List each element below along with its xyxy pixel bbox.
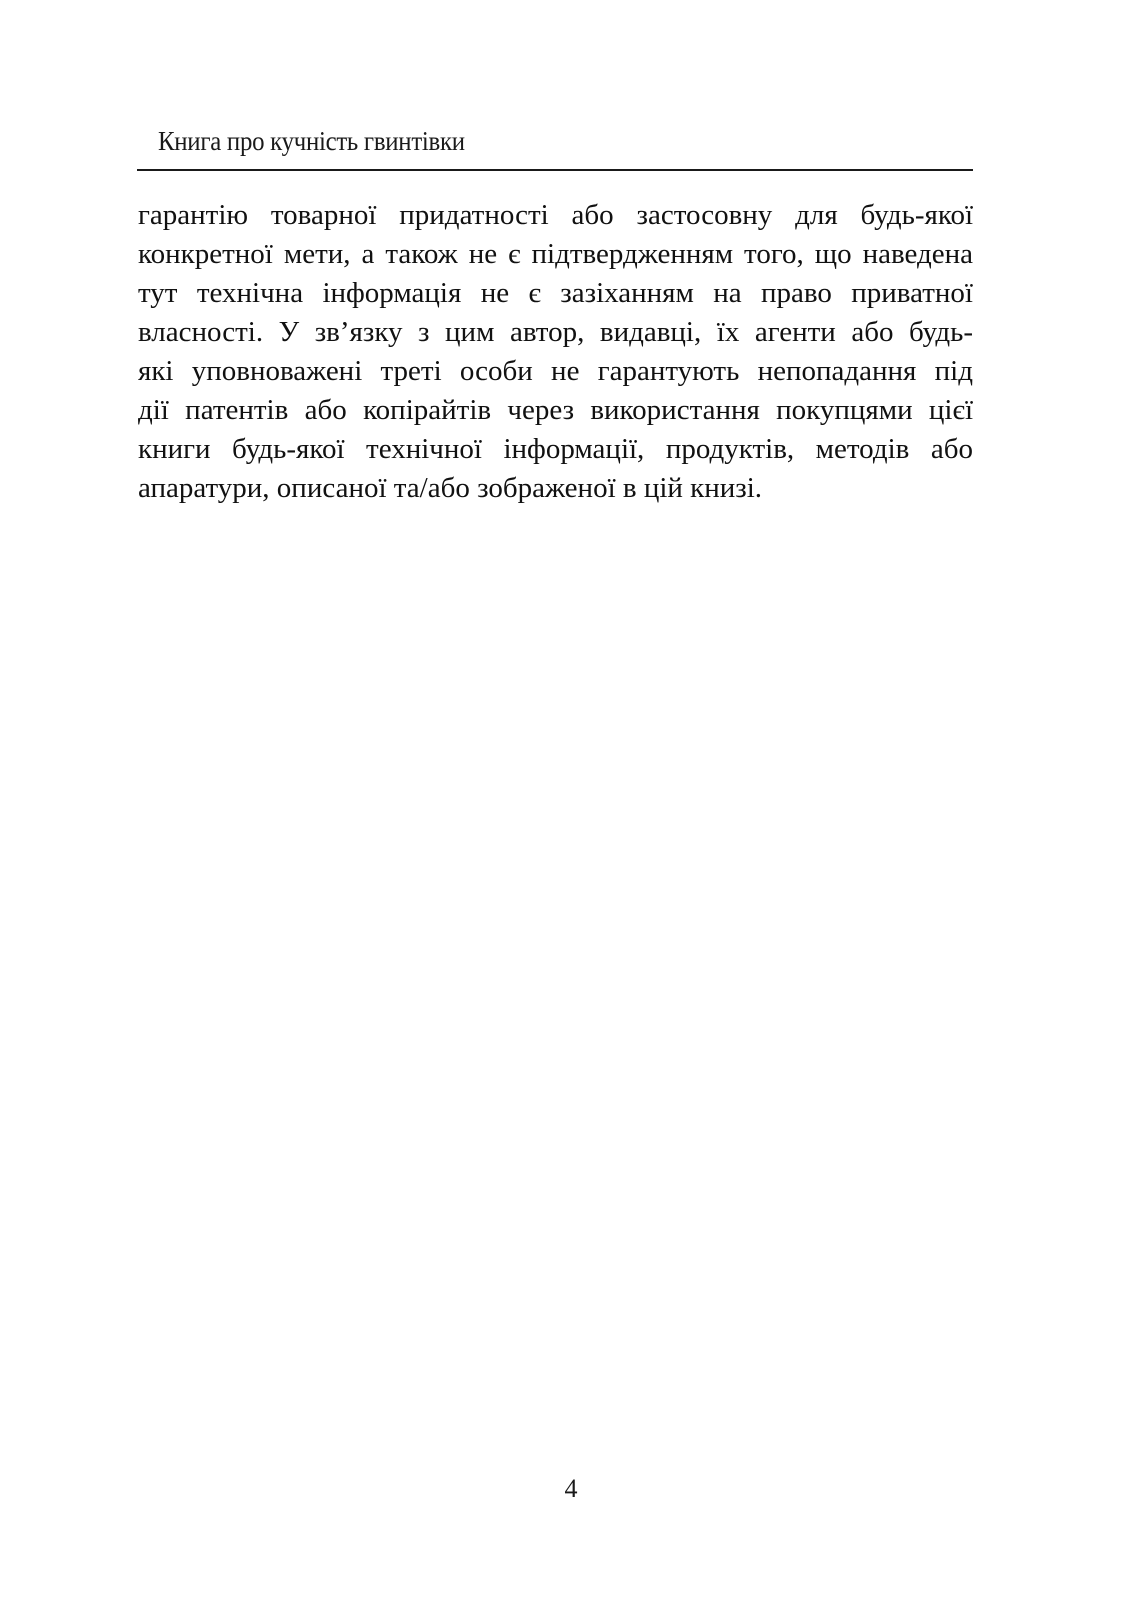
text-line: гарантію товарної придатності або застосовну для будь-якої [138,199,973,231]
text-line: конкретної мети, а також не є підтвердженням того, що наведена [138,238,973,270]
text-line: власності. У зв’язку з цим автор, видавці, їх агенти або будь- [138,316,973,348]
running-header-title: Книга про кучність гвинтівки [158,126,465,156]
text-line: апаратури, описаної та/або зображеної в цій книзі. [138,472,763,504]
text-line: які уповноважені треті особи не гарантують непопадання під [138,355,973,387]
header-divider [137,169,973,171]
text-line: книги будь-якої технічної інформації, продуктів, методів або [138,433,973,465]
text-line: тут технічна інформація не є зазіханням на право приватної [138,277,973,309]
text-line: дії патентів або копірайтів через використання покупцями цієї [138,394,973,426]
page-number: 4 [564,1474,578,1503]
body-paragraph [138,196,973,508]
